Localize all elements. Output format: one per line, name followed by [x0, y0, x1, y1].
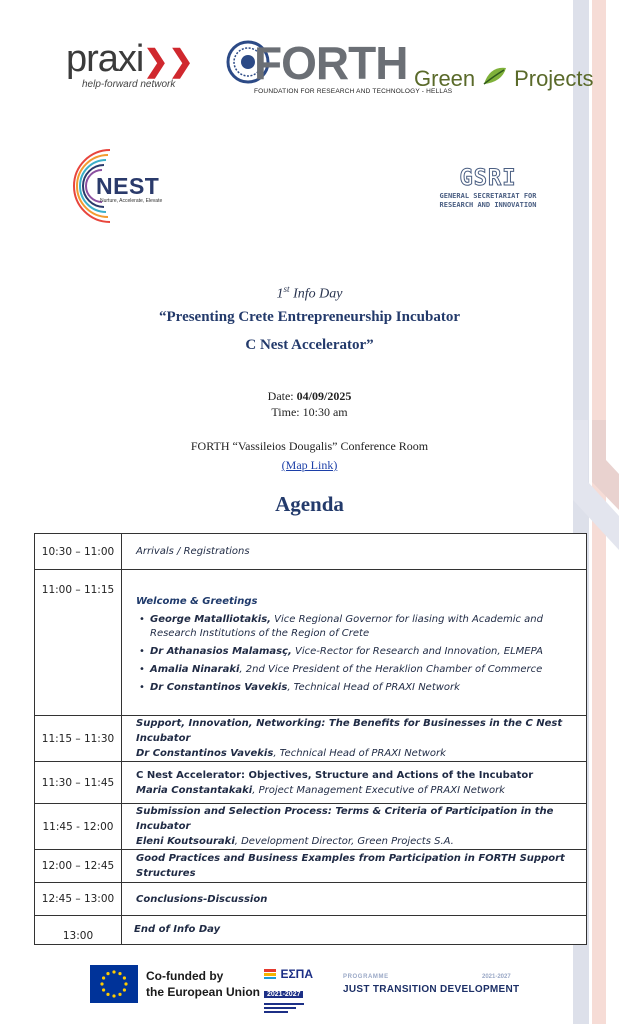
eu-stars-icon: [90, 965, 138, 1003]
praxi-logo-text: praxi: [66, 38, 144, 80]
agenda-content-cell: [122, 570, 587, 716]
speaker-role: , Project Management Executive of PRAXI Network: [252, 784, 505, 796]
speaker-name: Dr Constantinos Vavekis: [150, 682, 288, 693]
gsri-line-1: GENERAL SECRETARIAT FOR: [439, 192, 537, 200]
speaker-name: Eleni Koutsouraki: [136, 836, 235, 847]
agenda-time-cell: [35, 916, 122, 945]
agenda-time-cell: [35, 762, 122, 804]
bullet-icon: •: [139, 682, 145, 693]
agenda-row: [35, 762, 587, 804]
event-title-line-1: “Presenting Crete Entrepreneurship Incubator: [159, 309, 460, 325]
agenda-time: 13:00: [62, 930, 94, 942]
agenda-row: [35, 716, 587, 762]
agenda-item-title: C Nest Accelerator: Objectives, Structure and Actions of the Incubator: [136, 769, 534, 781]
agenda-time: 12:45 – 13:00: [41, 893, 115, 905]
agenda-content-cell: [122, 883, 587, 916]
speaker-item: [139, 663, 586, 677]
agenda-row: [35, 570, 587, 716]
eu-line-1: Co-funded by: [146, 969, 224, 983]
chevron-right-icon: ❯❯: [143, 45, 194, 78]
agenda-item-title: Support, Innovation, Networking: The Benefits for Businesses in the C Nest Incubator: [136, 718, 563, 744]
agenda-time-cell: [35, 883, 122, 916]
speaker-role: , Development Director, Green Projects S.A.: [234, 836, 454, 847]
map-link[interactable]: (Map Link): [281, 458, 338, 472]
agenda-time-cell: [35, 570, 122, 716]
speaker-role: , Technical Head of PRAXI Network: [287, 682, 460, 693]
speaker-item: [139, 645, 586, 659]
bullet-icon: •: [139, 646, 145, 657]
agenda-item-title: End of Info Day: [134, 924, 221, 935]
date-label: Date:: [267, 389, 297, 403]
agenda-row: [35, 850, 587, 883]
espa-small-print-lines: [264, 1003, 313, 1013]
speaker-role: , 2nd Vice President of the Heraklion Chamber of Commerce: [239, 664, 543, 675]
agenda-time-cell: [35, 850, 122, 883]
speaker-name: Maria Constantakaki: [136, 784, 253, 796]
agenda-item-speaker: [122, 834, 586, 849]
agenda-row: [35, 883, 587, 916]
espa-logo: [264, 965, 313, 1013]
gsri-logo: [432, 166, 544, 210]
agenda-time: 11:30 – 11:45: [41, 776, 115, 789]
agenda-row: [35, 916, 587, 945]
info-day-number: 1: [276, 286, 284, 302]
espa-word: ΕΣΠΑ: [280, 967, 313, 981]
agenda-time-cell: [35, 716, 122, 762]
espa-mark-icon: [264, 969, 276, 979]
agenda-time: 12:00 – 12:45: [41, 860, 115, 872]
agenda-heading: Agenda: [275, 492, 344, 516]
programme-name: JUST TRANSITION DEVELOPMENT: [343, 984, 520, 995]
praxi-logo: [66, 40, 194, 90]
map-link-row: [0, 456, 619, 474]
agenda-time-cell: [35, 804, 122, 850]
agenda-time: 11:15 – 11:30: [41, 732, 115, 745]
forth-logo-text: FORTH: [254, 37, 408, 89]
agenda-item-title: Submission and Selection Process: Terms & Criteria of Participation in the Incubator: [136, 806, 554, 832]
agenda-content-cell: [122, 534, 587, 570]
agenda-time: 11:00 – 11:15: [41, 584, 115, 596]
agenda-content-cell: [122, 716, 587, 762]
eu-cofunded-text: [146, 968, 260, 1000]
speaker-item: [139, 613, 586, 641]
speaker-role: Vice Regional Governor for liasing with Academic and Research Institutions of the Region of Crete: [150, 614, 543, 639]
green-projects-left-text: Green: [414, 66, 476, 91]
date-value: 04/09/2025: [296, 389, 352, 403]
event-title-line-2: C Nest Accelerator”: [245, 337, 374, 353]
agenda-item-title: Welcome & Greetings: [136, 596, 258, 607]
eu-flag-icon: [90, 965, 138, 1003]
agenda-content-cell: [122, 916, 587, 945]
info-day-superscript: st: [283, 284, 290, 294]
nest-logo-text: NEST: [96, 173, 160, 199]
speaker-name: Dr Athanasios Malamasç,: [150, 646, 292, 657]
agenda-item-speaker: [122, 746, 586, 761]
agenda-row: [35, 804, 587, 850]
nest-tagline: Nurture, Accelerate, Elevate: [100, 198, 163, 204]
agenda-item-title: Good Practices and Business Examples from Participation in FORTH Support Structures: [136, 853, 565, 879]
espa-years: 2021-2027: [264, 991, 303, 998]
programme-label: PROGRAMME: [343, 974, 389, 980]
agenda-table: [34, 533, 587, 945]
gsri-line-2: RESEARCH AND INNOVATION: [439, 201, 537, 209]
eu-line-2: the European Union: [146, 985, 260, 999]
event-venue: FORTH “Vassileios Dougalis” Conference Room: [190, 439, 429, 453]
event-date: [0, 389, 619, 404]
speaker-name: Dr Constantinos Vavekis: [136, 748, 274, 759]
event-time: Time: 10:30 am: [271, 405, 348, 419]
agenda-row: [35, 534, 587, 570]
green-projects-right-text: Projects: [514, 66, 594, 91]
speaker-list: [136, 613, 586, 695]
praxi-tagline: help-forward network: [82, 79, 176, 90]
programme-years: 2021-2027: [482, 974, 511, 980]
speaker-role: , Technical Head of PRAXI Network: [273, 748, 446, 759]
agenda-item-title: Conclusions-Discussion: [136, 893, 268, 905]
agenda-time: 10:30 – 11:00: [41, 545, 115, 558]
bullet-icon: •: [139, 614, 145, 625]
speaker-role: Vice-Rector for Research and Innovation, ELMEPA: [291, 646, 543, 657]
info-day-label: [0, 284, 619, 303]
leaf-icon: [480, 64, 510, 90]
agenda-content-cell: [122, 804, 587, 850]
speaker-name: Amalia Ninaraki: [150, 664, 240, 675]
bullet-icon: •: [139, 664, 145, 675]
forth-subtitle: FOUNDATION FOR RESEARCH AND TECHNOLOGY - HELLAS: [254, 88, 453, 95]
gsri-logo-text: GSRI: [459, 166, 517, 191]
agenda-item-speaker: [122, 783, 586, 798]
espa-header: [264, 965, 313, 983]
agenda-content-cell: [122, 850, 587, 883]
speaker-item: [139, 681, 586, 695]
info-day-text: Info Day: [289, 286, 343, 302]
agenda-time-cell: [35, 534, 122, 570]
agenda-content-cell: [122, 762, 587, 804]
speaker-name: George Matalliotakis,: [150, 614, 271, 625]
green-projects-logo: [414, 64, 594, 92]
agenda-item-title: Arrivals / Registrations: [136, 546, 250, 557]
agenda-time: 11:45 - 12:00: [42, 820, 114, 833]
